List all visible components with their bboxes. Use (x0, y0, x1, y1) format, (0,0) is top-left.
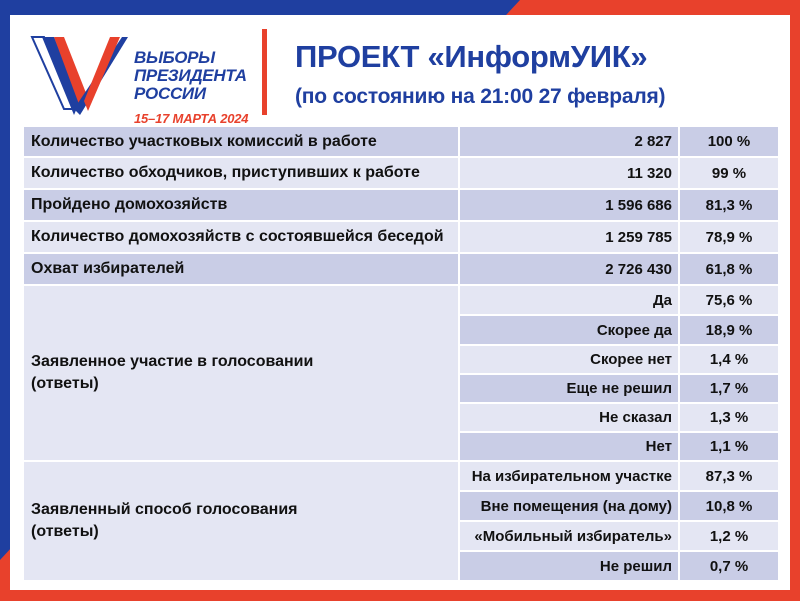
row-label: Количество участковых комиссий в работе (24, 127, 458, 156)
group-label-line: Заявленное участие в голосовании (31, 353, 314, 370)
answer-percent: 1,2 % (680, 522, 778, 550)
answer-label: Не сказал (460, 404, 678, 431)
logo-title (134, 49, 264, 103)
tricolor-check-mark-icon (28, 31, 128, 121)
table-row (24, 492, 784, 520)
answer-percent: 0,7 % (680, 552, 778, 580)
answer-percent: 1,1 % (680, 433, 778, 460)
answer-percent: 1,4 % (680, 346, 778, 373)
table-row (24, 346, 784, 373)
row-percent: 61,8 % (680, 254, 778, 284)
table-row (24, 375, 784, 402)
election-logo (28, 31, 258, 131)
answer-label: Скорее да (460, 316, 678, 344)
table-row (24, 127, 784, 156)
row-label: Охват избирателей (24, 254, 458, 284)
answer-label: Скорее нет (460, 346, 678, 373)
answer-percent: 75,6 % (680, 286, 778, 314)
table-row (24, 316, 784, 344)
logo-line-3: РОССИИ (134, 84, 206, 103)
table-row (24, 522, 784, 550)
table-row (24, 254, 784, 284)
header-divider (262, 29, 267, 115)
row-value: 2 726 430 (460, 254, 678, 284)
info-card (10, 15, 790, 590)
page-title: ПРОЕКТ «ИнформУИК» (295, 39, 648, 74)
row-value: 11 320 (460, 158, 678, 188)
logo-date: 15–17 МАРТА 2024 (134, 111, 249, 126)
row-value: 1 259 785 (460, 222, 678, 252)
answer-percent: 87,3 % (680, 462, 778, 490)
group-label-line: (ответы) (31, 375, 99, 392)
answer-percent: 1,3 % (680, 404, 778, 431)
table-row (24, 286, 784, 314)
table-row (24, 190, 784, 220)
row-percent: 99 % (680, 158, 778, 188)
page-subtitle: (по состоянию на 21:00 27 февраля) (295, 85, 666, 108)
answer-label: Не решил (460, 552, 678, 580)
logo-line-1: ВЫБОРЫ (134, 48, 215, 67)
group-label-line: Заявленный способ голосования (31, 501, 298, 518)
row-label: Пройдено домохозяйств (24, 190, 458, 220)
table-row (24, 404, 784, 431)
row-percent: 78,9 % (680, 222, 778, 252)
table-row (24, 433, 784, 460)
answer-label: Да (460, 286, 678, 314)
table-row (24, 158, 784, 188)
answer-label: «Мобильный избиратель» (460, 522, 678, 550)
row-value: 1 596 686 (460, 190, 678, 220)
row-value: 2 827 (460, 127, 678, 156)
answer-label: На избирательном участке (460, 462, 678, 490)
answer-percent: 1,7 % (680, 375, 778, 402)
table-row (24, 222, 784, 252)
table-row (24, 462, 784, 490)
row-percent: 100 % (680, 127, 778, 156)
table-row (24, 552, 784, 580)
answer-percent: 18,9 % (680, 316, 778, 344)
logo-line-2: ПРЕЗИДЕНТА (134, 66, 247, 85)
answer-label: Вне помещения (на дому) (460, 492, 678, 520)
answer-label: Нет (460, 433, 678, 460)
row-label: Количество обходчиков, приступивших к работе (24, 158, 458, 188)
row-label: Количество домохозяйств с состоявшейся беседой (24, 222, 458, 252)
answer-label: Еще не решил (460, 375, 678, 402)
row-percent: 81,3 % (680, 190, 778, 220)
group-label-line: (ответы) (31, 523, 99, 540)
answer-percent: 10,8 % (680, 492, 778, 520)
